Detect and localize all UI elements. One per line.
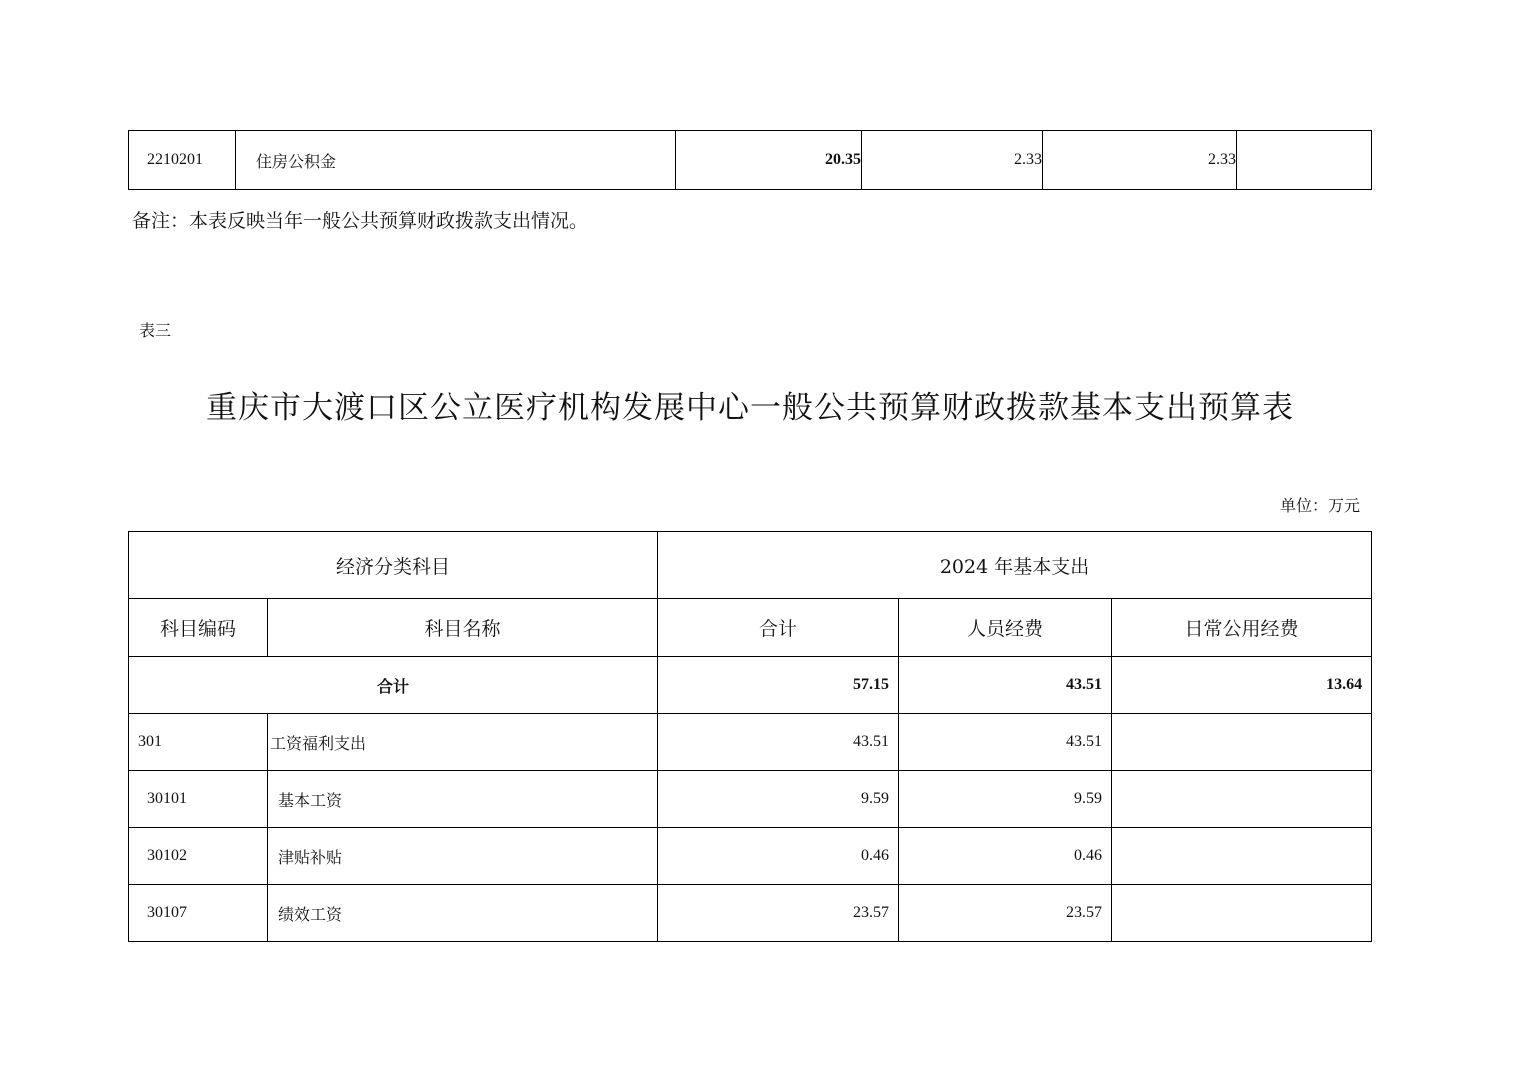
- header-row-columns: [129, 599, 1372, 657]
- cell-total: 0.46: [658, 828, 899, 885]
- header-name: 科目名称: [268, 599, 658, 657]
- unit-label: 单位：万元: [1279, 496, 1360, 515]
- table-row: [129, 131, 1372, 190]
- table-row: [129, 885, 1372, 942]
- header-economic-classification: 经济分类科目: [129, 532, 658, 599]
- cell-value: 20.35: [676, 131, 862, 190]
- cell-public: [1112, 714, 1372, 771]
- cell-total: 43.51: [658, 714, 899, 771]
- cell-name: 津贴补贴: [268, 828, 658, 885]
- cell-total: 9.59: [658, 771, 899, 828]
- total-public: 13.64: [1112, 657, 1372, 714]
- cell-code: 2210201: [129, 131, 236, 190]
- previous-table-fragment: [128, 130, 1372, 190]
- header-basic-expenditure: 2024 年基本支出: [658, 532, 1372, 599]
- cell-total: 23.57: [658, 885, 899, 942]
- budget-table: [128, 531, 1372, 942]
- cell-code: 30101: [129, 771, 268, 828]
- cell-public: [1112, 771, 1372, 828]
- cell-code: 30102: [129, 828, 268, 885]
- table-label: 表三: [139, 321, 172, 340]
- header-code: 科目编码: [129, 599, 268, 657]
- cell-public: [1112, 885, 1372, 942]
- total-row: [129, 657, 1372, 714]
- cell-public: [1112, 828, 1372, 885]
- table-row: [129, 714, 1372, 771]
- total-value: 57.15: [658, 657, 899, 714]
- header-public: 日常公用经费: [1112, 599, 1372, 657]
- table-row: [129, 828, 1372, 885]
- table-row: [129, 771, 1372, 828]
- cell-personnel: 9.59: [899, 771, 1112, 828]
- header-total: 合计: [658, 599, 899, 657]
- page-title: 重庆市大渡口区公立医疗机构发展中心一般公共预算财政拨款基本支出预算表: [206, 390, 1294, 426]
- cell-name: 工资福利支出: [268, 714, 658, 771]
- cell-code: 301: [129, 714, 268, 771]
- cell-value: [1237, 131, 1372, 190]
- header-personnel: 人员经费: [899, 599, 1112, 657]
- table-note: 备注：本表反映当年一般公共预算财政拨款支出情况。: [132, 210, 589, 232]
- cell-value: 2.33: [1043, 131, 1237, 190]
- cell-code: 30107: [129, 885, 268, 942]
- cell-name: 绩效工资: [268, 885, 658, 942]
- cell-value: 2.33: [862, 131, 1043, 190]
- total-personnel: 43.51: [899, 657, 1112, 714]
- total-label: 合计: [129, 657, 658, 714]
- cell-name: 住房公积金: [236, 131, 676, 190]
- cell-name: 基本工资: [268, 771, 658, 828]
- header-row-group: [129, 532, 1372, 599]
- cell-personnel: 0.46: [899, 828, 1112, 885]
- cell-personnel: 43.51: [899, 714, 1112, 771]
- cell-personnel: 23.57: [899, 885, 1112, 942]
